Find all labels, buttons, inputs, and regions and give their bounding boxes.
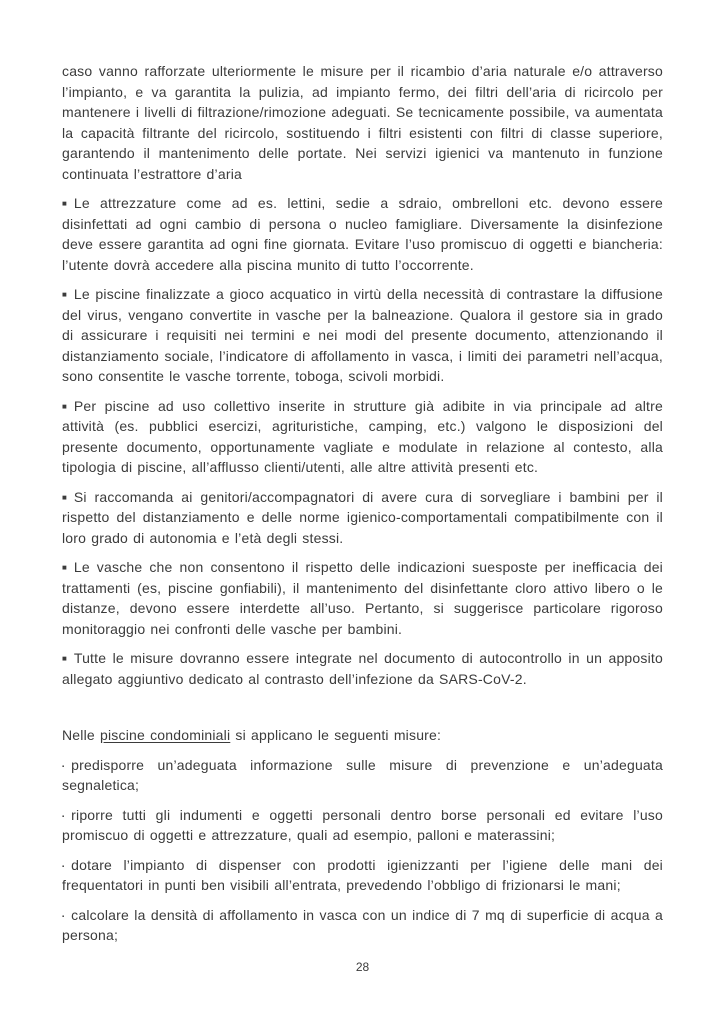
bullet-paragraph <box>62 487 663 549</box>
measure-item <box>62 855 663 896</box>
square-bullet-icon: ■ <box>62 654 67 663</box>
measure-item <box>62 905 663 946</box>
square-bullet-icon: ■ <box>62 492 67 502</box>
bullet-paragraph-text: Si raccomanda ai genitori/accompagnatori di avere cura di sorvegliare i bambini per il rispetto del distanziamento e delle norme igienico-comportamentali compatibilmente con il loro grado di autonomia e l’età degli stessi. <box>62 488 663 546</box>
small-square-bullet-icon: ▪ <box>62 763 65 770</box>
square-bullet-icon: ■ <box>62 199 67 208</box>
small-square-bullet-icon: ▪ <box>62 913 65 920</box>
small-square-bullet-icon: ▪ <box>62 863 65 870</box>
bullet-paragraph <box>62 648 663 689</box>
bullet-paragraph-text: Tutte le misure dovranno essere integrate nel documento di autocontrollo in un apposito allegato aggiuntivo dedicato al contrasto dell’infezione da SARS-CoV-2. <box>62 650 663 687</box>
square-bullet-icon: ■ <box>62 290 67 299</box>
bullet-paragraph-text: Le piscine finalizzate a gioco acquatico in virtù della necessità di contrastare la diffusione del virus, vengano convertite in vasche per la balneazione. Qualora il gestore sia in grado di assicurare i requisiti nei termini e nei modi del presente documento, attenzionando il distanziamento sociale, l’indicatore di affollamento in vasca, i limiti dei parametri nell’acqua, sono consentite le vasche torrente, toboga, scivoli morbidi. <box>62 286 663 384</box>
bullet-paragraph <box>62 284 663 387</box>
measure-item-text: dotare l’impianto di dispenser con prodotti igienizzanti per l’igiene delle mani dei frequentatori in punti ben visibili all’entrata, prevedendo l’obbligo di frizionarsi le mani; <box>62 856 663 893</box>
measure-item-text: calcolare la densità di affollamento in vasca con un indice di 7 mq di superficie di acqua a persona; <box>62 906 663 943</box>
square-bullet-icon: ■ <box>62 563 67 572</box>
page-number: 28 <box>355 960 370 974</box>
measure-item <box>62 755 663 796</box>
measure-item <box>62 805 663 846</box>
measure-item-text: predisporre un’adeguata informazione sulle misure di prevenzione e un’adeguata segnaletica; <box>62 756 663 793</box>
section-intro-line <box>62 725 663 746</box>
bullet-paragraph-text: Per piscine ad uso collettivo inserite in strutture già adibite in via principale ad altre attività (es. pubblici esercizi, agrituristiche, camping, etc.) valgono le disposizioni del presente documento, opportunamente vagliate e modulate in relazione al contesto, alla tipologia di piscine, all’afflusso clienti/utenti, alle altre attività presenti etc. <box>62 397 663 475</box>
underlined-term: piscine condominiali <box>100 727 231 743</box>
bullet-paragraph-text: Le vasche che non consentono il rispetto delle indicazioni suesposte per inefficacia dei trattamenti (es, piscine gonfiabili), il mantenimento del disinfettante cloro attivo libero o le distanze, devono essere interdette all’uso. Pertanto, si suggerisce particolare rigoroso monitoraggio nei confronti delle vasche per bambini. <box>62 559 663 637</box>
document-page <box>62 61 663 955</box>
bullet-paragraph <box>62 557 663 639</box>
bullet-paragraph-text: Le attrezzature come ad es. lettini, sedie a sdraio, ombrelloni etc. devono essere disinfettati ad ogni cambio di persona o nucleo famigliare. Diversamente la disinfezione deve essere garantita ad ogni fine giornata. Evitare l’uso promiscuo di oggetti e biancheria: l’utente dovrà accedere alla piscina munito di tutto l’occorrente. <box>62 195 663 273</box>
section-intro-suffix: si applicano le seguenti misure: <box>230 727 442 743</box>
bullet-paragraph <box>62 193 663 275</box>
intro-paragraph: caso vanno rafforzate ulteriormente le misure per il ricambio d’aria naturale e/o attraverso l’impianto, e va garantita la pulizia, ad impianto fermo, dei filtri dell’aria di ricircolo per mantenere i livelli di filtrazione/rimozione adeguati. Se tecnicamente possibile, va aumentata la capacità filtrante del ricircolo, sostituendo i filtri esistenti con filtri di classe superiore, garantendo il mantenimento delle portate. Nei servizi igienici va mantenuto in funzione continuata l’estrattore d’aria <box>62 63 663 182</box>
square-bullet-icon: ■ <box>62 401 67 411</box>
measure-item-text: riporre tutti gli indumenti e oggetti personali dentro borse personali ed evitare l’uso promiscuo di oggetti e attrezzature, quali ad esempio, palloni e materassini; <box>62 806 663 843</box>
small-square-bullet-icon: ▪ <box>62 813 65 820</box>
section-intro-prefix: Nelle <box>62 727 100 743</box>
bullet-paragraph <box>62 396 663 478</box>
